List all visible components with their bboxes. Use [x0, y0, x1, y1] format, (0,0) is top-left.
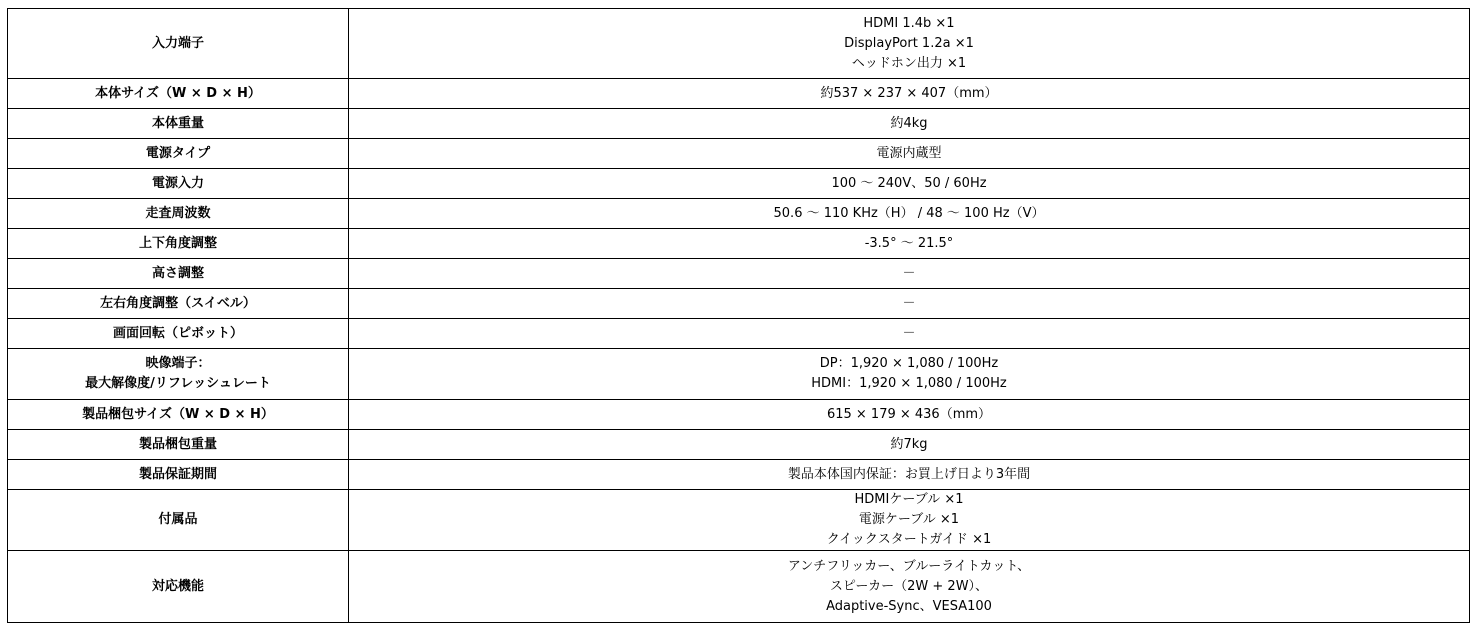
spec-label-line: 高さ調整: [151, 265, 204, 281]
spec-value-line: 約7kg: [890, 436, 928, 452]
spec-label-line: 電源入力: [151, 175, 204, 191]
spec-table: [7, 8, 1470, 623]
table-row: [8, 259, 1470, 289]
table-row: [8, 79, 1470, 109]
spec-label: [8, 169, 349, 199]
spec-label-line: 本体サイズ（W × D × H）: [95, 85, 261, 101]
table-row: [8, 319, 1470, 349]
spec-label-line: 対応機能: [151, 578, 204, 594]
spec-label: [8, 289, 349, 319]
spec-value: [349, 400, 1470, 430]
spec-value: [349, 490, 1470, 551]
spec-label: [8, 109, 349, 139]
table-row: [8, 199, 1470, 229]
spec-label-line: 映像端子：: [145, 356, 211, 371]
spec-label: [8, 319, 349, 349]
spec-label-line: 上下角度調整: [138, 235, 217, 251]
spec-label-line: 画面回転（ピボット）: [112, 325, 243, 341]
spec-value: [349, 199, 1470, 229]
table-row: [8, 400, 1470, 430]
spec-label: [8, 139, 349, 169]
spec-label-line: 走査周波数: [145, 205, 211, 221]
table-row: [8, 460, 1470, 490]
spec-label: [8, 79, 349, 109]
spec-value: [349, 349, 1470, 400]
spec-label-line: 製品保証期間: [138, 466, 217, 482]
spec-value: [349, 79, 1470, 109]
spec-label-line: 製品梱包重量: [138, 436, 217, 452]
spec-label: [8, 460, 349, 490]
spec-value-line: 約4kg: [890, 115, 928, 131]
spec-value-line: HDMIケーブル ×1: [854, 492, 964, 507]
spec-label: [8, 229, 349, 259]
spec-label-line: 本体重量: [151, 115, 204, 131]
spec-label: [8, 259, 349, 289]
table-row: [8, 490, 1470, 551]
spec-label: [8, 430, 349, 460]
spec-value-line: HDMI：1,920 × 1,080 / 100Hz: [811, 376, 1007, 391]
spec-label-line: 入力端子: [151, 35, 204, 51]
spec-value-line: DisplayPort 1.2a ×1: [844, 35, 974, 51]
table-row: [8, 349, 1470, 400]
spec-value: [349, 460, 1470, 490]
spec-value-line: アンチフリッカー、ブルーライトカット、: [787, 558, 1031, 574]
table-row: [8, 9, 1470, 79]
spec-value-line: Adaptive-Sync、VESA100: [826, 598, 992, 614]
spec-value-line: クイックスタートガイド ×1: [826, 532, 992, 547]
table-row: [8, 289, 1470, 319]
spec-value-line: －: [902, 295, 916, 311]
spec-value: [349, 319, 1470, 349]
spec-label: [8, 199, 349, 229]
spec-label: [8, 9, 349, 79]
table-row: [8, 551, 1470, 623]
spec-label: [8, 551, 349, 623]
spec-value-line: －: [902, 265, 916, 281]
spec-value-line: スピーカー（2W + 2W）、: [829, 578, 989, 594]
spec-value: [349, 109, 1470, 139]
spec-value-line: DP：1,920 × 1,080 / 100Hz: [819, 356, 999, 371]
spec-label: [8, 349, 349, 400]
spec-value: [349, 169, 1470, 199]
spec-label-line: 付属品: [158, 512, 198, 527]
spec-value-line: 100 ～ 240V、50 / 60Hz: [831, 175, 987, 191]
spec-value: [349, 259, 1470, 289]
spec-label-line: 最大解像度/リフレッシュレート: [85, 376, 271, 391]
spec-label-line: 電源タイプ: [145, 145, 211, 161]
spec-value: [349, 430, 1470, 460]
spec-value: [349, 551, 1470, 623]
spec-value: [349, 229, 1470, 259]
spec-value: [349, 139, 1470, 169]
spec-value-line: 電源ケーブル ×1: [858, 512, 960, 527]
spec-value-line: -3.5° ～ 21.5°: [864, 235, 954, 251]
spec-label: [8, 400, 349, 430]
spec-value-line: 50.6 ～ 110 KHz（H） / 48 ～ 100 Hz（V）: [773, 205, 1045, 221]
spec-value-line: －: [902, 325, 916, 341]
table-row: [8, 430, 1470, 460]
spec-label-line: 左右角度調整（スイベル）: [100, 295, 256, 311]
spec-value-line: 製品本体国内保証：お買上げ日より3年間: [787, 466, 1031, 482]
table-row: [8, 109, 1470, 139]
table-row: [8, 229, 1470, 259]
spec-value-line: 電源内蔵型: [876, 145, 942, 161]
spec-label-line: 製品梱包サイズ（W × D × H）: [82, 406, 274, 422]
spec-value: [349, 289, 1470, 319]
spec-value: [349, 9, 1470, 79]
spec-value-line: 約537 × 237 × 407（mm）: [820, 85, 998, 101]
spec-value-line: ヘッドホン出力 ×1: [851, 55, 967, 71]
spec-value-line: 615 × 179 × 436（mm）: [826, 406, 992, 422]
table-row: [8, 169, 1470, 199]
spec-label: [8, 490, 349, 551]
spec-value-line: HDMI 1.4b ×1: [863, 15, 955, 31]
table-row: [8, 139, 1470, 169]
